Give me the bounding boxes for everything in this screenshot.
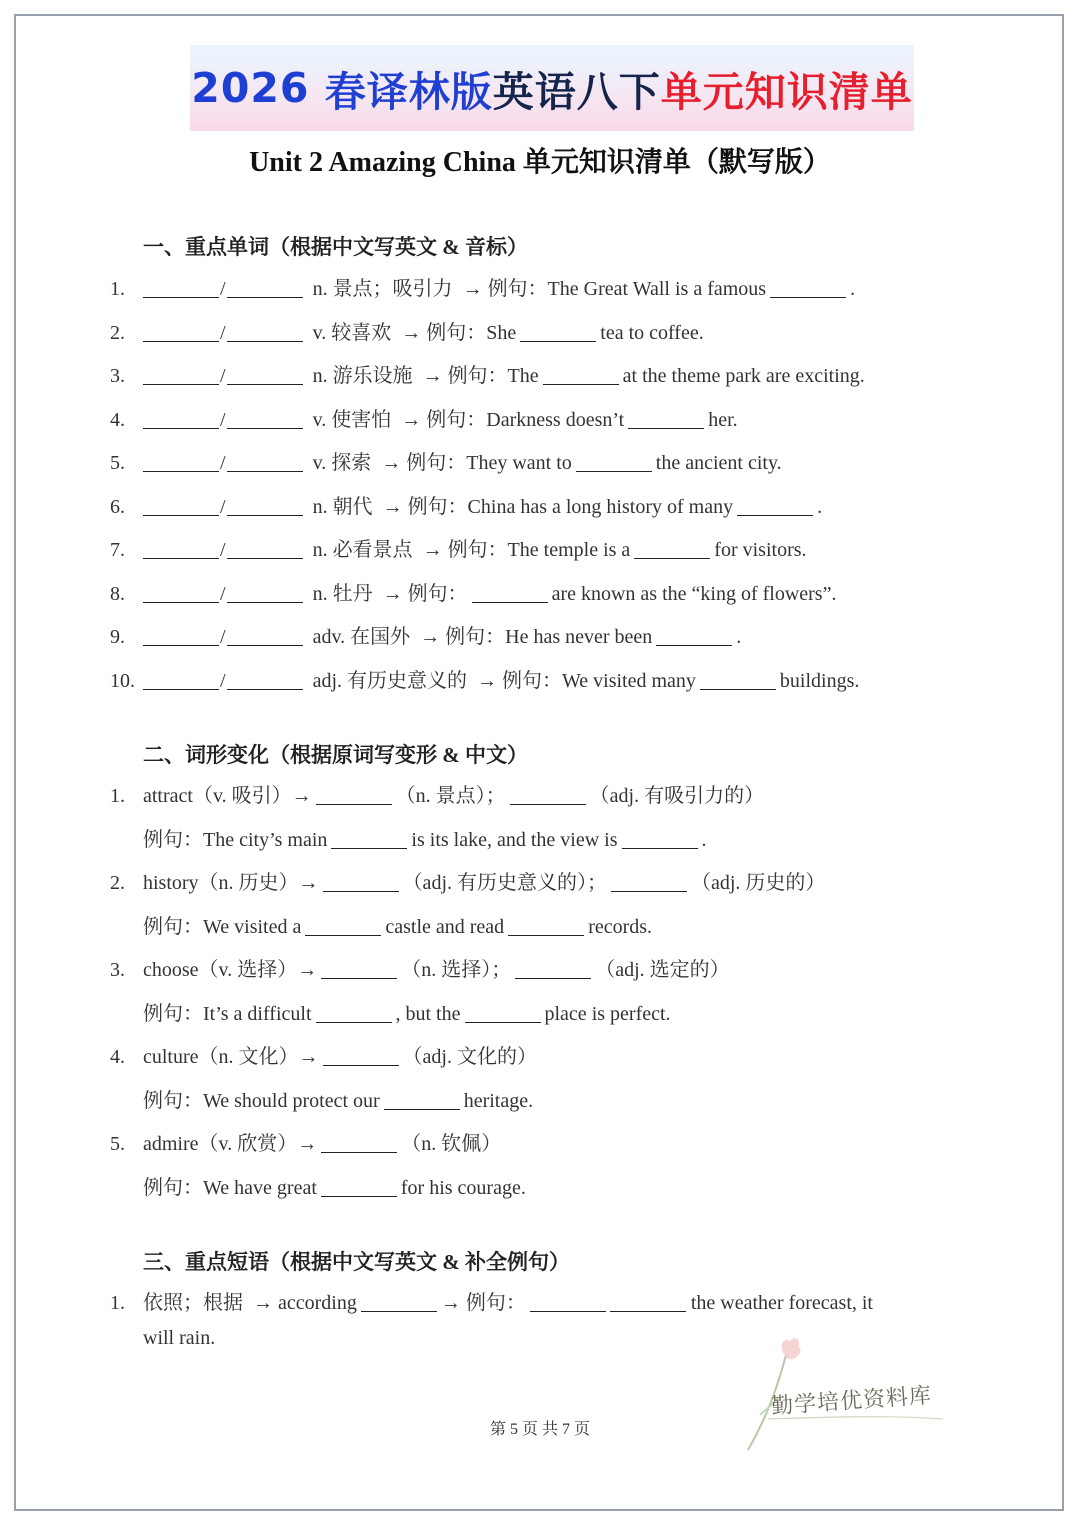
word-item-1: 1. / n. 景点；吸引力 → 例句：The Great Wall is a famous .: [110, 275, 855, 303]
phrase-item-1: [110, 1289, 873, 1317]
blank[interactable]: [143, 625, 219, 646]
example-prefix: → 例句：: [382, 583, 468, 605]
base-word: history（n. 历史）→: [143, 872, 319, 894]
item-number: 5.: [110, 452, 125, 474]
example-suffix: the ancient city.: [655, 452, 782, 474]
definition: adv. 在国外: [312, 626, 411, 648]
blank[interactable]: [143, 321, 219, 342]
blank[interactable]: [321, 958, 397, 979]
word-item-7: 7. / n. 必看景点 → 例句：The temple is a for visitors.: [110, 536, 807, 564]
item-number: 10.: [110, 670, 135, 692]
blank[interactable]: [361, 1291, 437, 1312]
item-number: 4.: [110, 409, 125, 431]
word-item-8: 8. / n. 牡丹 → 例句： are known as the “king of flowers”.: [110, 580, 836, 608]
form-label: （n. 选择）；: [401, 959, 512, 981]
blank[interactable]: [316, 1002, 392, 1023]
example-text: heritage.: [463, 1090, 534, 1112]
form-example-4: [143, 1087, 533, 1115]
item-number: 1.: [110, 1292, 125, 1314]
word-item-10: 10. / adj. 有历史意义的 → 例句：We visited many buildings.: [110, 667, 859, 695]
blank[interactable]: [770, 277, 846, 298]
watermark-text: 勤学培优资料库: [770, 1383, 933, 1420]
blank[interactable]: [737, 495, 813, 516]
form-item-4: [110, 1043, 537, 1071]
item-number: 7.: [110, 539, 125, 561]
blank[interactable]: [305, 915, 381, 936]
definition: v. 较喜欢: [312, 322, 392, 344]
form-example-1: [143, 826, 707, 854]
example-suffix: her.: [708, 409, 738, 431]
example-text: , but the: [395, 1003, 461, 1025]
blank[interactable]: [227, 451, 303, 472]
blank[interactable]: [465, 1002, 541, 1023]
example-text: records.: [588, 916, 653, 938]
blank[interactable]: [321, 1132, 397, 1153]
section2-heading: 二、词形变化（根据原词写变形 & 中文）: [143, 743, 528, 767]
definition: v. 使害怕: [312, 409, 392, 431]
blank[interactable]: [656, 625, 732, 646]
section1-heading: 一、重点单词（根据中文写英文 & 音标）: [143, 235, 528, 259]
item-number: 1.: [110, 278, 125, 300]
definition: n. 景点；吸引力: [312, 278, 453, 300]
banner-publisher: 春译林版: [324, 67, 493, 116]
blank[interactable]: [530, 1291, 606, 1312]
example-suffix: at the theme park are exciting.: [622, 365, 865, 387]
blank[interactable]: [227, 321, 303, 342]
word-item-9: 9. / adv. 在国外 → 例句：He has never been .: [110, 623, 741, 651]
form-label: （adj. 有历史意义的）；: [402, 872, 607, 894]
example-prefix: → 例句：The: [422, 365, 539, 387]
example-suffix: .: [736, 626, 742, 648]
example-prefix: → 例句：China has a long history of many: [382, 496, 734, 518]
word-item-2: 2. / v. 较喜欢 → 例句：She tea to coffee.: [110, 319, 704, 347]
example-suffix: are known as the “king of flowers”.: [551, 583, 837, 605]
blank[interactable]: [323, 1045, 399, 1066]
item-number: 5.: [110, 1133, 125, 1155]
blank[interactable]: [520, 321, 596, 342]
form-label: （n. 景点）；: [395, 785, 506, 807]
banner-title: 单元知识清单: [660, 67, 913, 116]
base-word: attract（v. 吸引）→: [143, 785, 312, 807]
blank[interactable]: [227, 364, 303, 385]
form-item-3: [110, 956, 730, 984]
blank[interactable]: [543, 364, 619, 385]
blank[interactable]: [227, 408, 303, 429]
definition: n. 游乐设施: [312, 365, 413, 387]
form-item-1: [110, 782, 764, 810]
blank[interactable]: [227, 669, 303, 690]
blank[interactable]: [576, 451, 652, 472]
item-number: 2.: [110, 322, 125, 344]
header-banner: [190, 45, 914, 131]
item-number: 3.: [110, 365, 125, 387]
word-item-5: 5. / v. 探索 → 例句：They want to the ancient city.: [110, 449, 782, 477]
example-text: 例句：We should protect our: [143, 1090, 380, 1112]
example-prefix: → 例句：She: [401, 322, 517, 344]
definition: n. 牡丹: [312, 583, 373, 605]
blank[interactable]: [508, 915, 584, 936]
base-word: culture（n. 文化）→: [143, 1046, 319, 1068]
item-number: 3.: [110, 959, 125, 981]
definition: n. 朝代: [312, 496, 373, 518]
example-prefix: → 例句：They want to: [381, 452, 572, 474]
blank[interactable]: [321, 1176, 397, 1197]
blank[interactable]: [143, 408, 219, 429]
phrase-example-continuation: will rain.: [143, 1327, 216, 1349]
example-text: 例句：The city’s main: [143, 829, 328, 851]
blank[interactable]: [323, 871, 399, 892]
example-suffix: buildings.: [779, 670, 860, 692]
definition: n. 必看景点: [312, 539, 413, 561]
form-item-5: [110, 1130, 501, 1158]
blank[interactable]: [510, 784, 586, 805]
example-text: 例句：It’s a difficult: [143, 1003, 312, 1025]
word-item-3: 3. / n. 游乐设施 → 例句：The at the theme park are exciting.: [110, 362, 865, 390]
example-text: 例句：We visited a: [143, 916, 302, 938]
example-text: 例句：We have great: [143, 1177, 317, 1199]
example-prefix: → 例句：The temple is a: [422, 539, 631, 561]
form-example-5: [143, 1174, 526, 1202]
base-word: choose（v. 选择）→: [143, 959, 318, 981]
example-prefix: → 例句：: [440, 1292, 526, 1314]
blank[interactable]: [610, 1291, 686, 1312]
banner-subject: 英语八下: [492, 67, 661, 116]
blank[interactable]: [628, 408, 704, 429]
banner-year: 2026: [191, 64, 310, 112]
example-text: .: [701, 829, 707, 851]
word-item-4: 4. / v. 使害怕 → 例句：Darkness doesn’t her.: [110, 406, 738, 434]
word-item-6: 6. / n. 朝代 → 例句：China has a long history of many .: [110, 493, 822, 521]
item-number: 4.: [110, 1046, 125, 1068]
example-text: is its lake, and the view is: [411, 829, 618, 851]
blank[interactable]: [227, 538, 303, 559]
blank[interactable]: [316, 784, 392, 805]
blank[interactable]: [143, 451, 219, 472]
phrase-definition: 依照；根据: [143, 1292, 243, 1314]
form-label: （adj. 文化的）: [402, 1046, 537, 1068]
example-text: for his courage.: [400, 1177, 526, 1199]
example-suffix: the weather forecast, it: [690, 1292, 873, 1314]
form-item-2: [110, 869, 825, 897]
blank[interactable]: [143, 495, 219, 516]
form-label: （n. 钦佩）: [401, 1133, 502, 1155]
example-prefix: → 例句：He has never been: [420, 626, 653, 648]
section3-heading: 三、重点短语（根据中文写英文 & 补全例句）: [143, 1250, 570, 1274]
form-label: （adj. 历史的）: [691, 872, 826, 894]
item-number: 8.: [110, 583, 125, 605]
blank[interactable]: [622, 828, 698, 849]
blank[interactable]: [143, 364, 219, 385]
blank[interactable]: [143, 538, 219, 559]
form-label: （adj. 有吸引力的）: [589, 785, 765, 807]
item-number: 1.: [110, 785, 125, 807]
form-example-2: [143, 913, 652, 941]
blank[interactable]: [384, 1089, 460, 1110]
example-text: castle and read: [385, 916, 505, 938]
blank[interactable]: [515, 958, 591, 979]
example-text: place is perfect.: [544, 1003, 671, 1025]
blank[interactable]: [700, 669, 776, 690]
example-suffix: .: [850, 278, 856, 300]
blank[interactable]: [611, 871, 687, 892]
phrase-lead: → according: [253, 1292, 357, 1314]
example-suffix: for visitors.: [714, 539, 807, 561]
item-number: 6.: [110, 496, 125, 518]
example-suffix: tea to coffee.: [600, 322, 704, 344]
item-number: 9.: [110, 626, 125, 648]
example-prefix: → 例句：Darkness doesn’t: [401, 409, 625, 431]
blank[interactable]: [143, 277, 219, 298]
blank[interactable]: [227, 582, 303, 603]
example-prefix: → 例句：We visited many: [477, 670, 696, 692]
blank[interactable]: [227, 625, 303, 646]
blank[interactable]: [472, 582, 548, 603]
item-number: 2.: [110, 872, 125, 894]
blank[interactable]: [143, 669, 219, 690]
form-label: （adj. 选定的）: [595, 959, 730, 981]
page-footer: 第 5 页 共 7 页: [489, 1421, 590, 1438]
definition: v. 探索: [312, 452, 372, 474]
definition: adj. 有历史意义的: [312, 670, 467, 692]
blank[interactable]: [227, 277, 303, 298]
example-prefix: → 例句：The Great Wall is a famous: [462, 278, 767, 300]
base-word: admire（v. 欣赏）→: [143, 1133, 318, 1155]
blank[interactable]: [143, 582, 219, 603]
form-example-3: [143, 1000, 671, 1028]
blank[interactable]: [634, 538, 710, 559]
example-suffix: .: [817, 496, 823, 518]
blank[interactable]: [331, 828, 407, 849]
blank[interactable]: [227, 495, 303, 516]
unit-title: Unit 2 Amazing China 单元知识清单（默写版）: [249, 147, 831, 178]
